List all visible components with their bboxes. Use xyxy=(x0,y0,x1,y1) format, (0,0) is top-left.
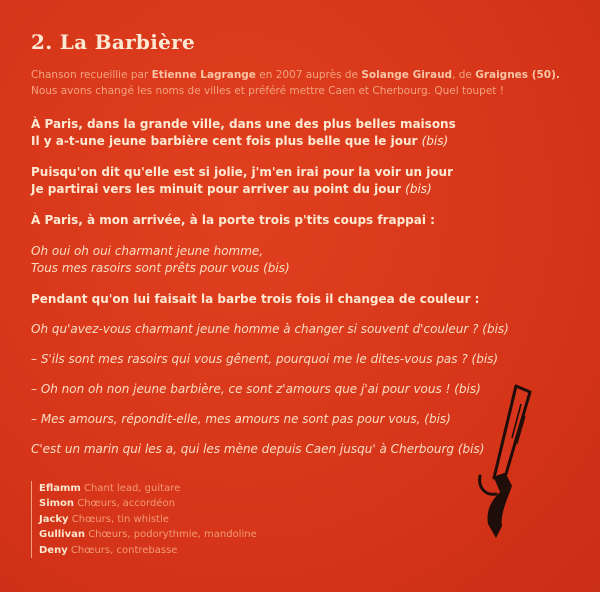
place-name: Graignes (50). xyxy=(475,69,560,81)
intro-text: , de xyxy=(452,69,476,81)
stanza-2 xyxy=(31,164,576,198)
musician-name: Gullivan xyxy=(39,529,85,541)
credit-item xyxy=(39,512,257,527)
lyric-text: Je partirai vers les minuit pour arriver au point du jour xyxy=(31,182,406,196)
musician-name: Jacky xyxy=(39,513,69,525)
lyric-line: – Mes amours, répondit-elle, mes amours ne sont pas pour vous, (bis) xyxy=(31,412,451,426)
credit-item xyxy=(39,527,257,542)
lyric-text: À Paris, dans la grande ville, dans une des plus belles maisons xyxy=(31,117,456,131)
musician-role: Chœurs, contrebasse xyxy=(70,544,178,556)
stanza-6 xyxy=(31,321,576,338)
lyric-line: – S'ils sont mes rasoirs qui vous gênent, pourquoi me le dites-vous pas ? (bis) xyxy=(31,352,499,366)
singer-name: Solange Giraud xyxy=(361,69,453,81)
intro-line-1 xyxy=(31,67,576,83)
collector-name: Etienne Lagrange xyxy=(151,69,256,81)
credit-item xyxy=(39,543,257,558)
song-title: 2. La Barbière xyxy=(31,30,195,54)
lyric-line: C'est un marin qui les a, qui les mène depuis Caen jusqu' à Cherbourg (bis) xyxy=(31,442,485,456)
stanza-5 xyxy=(31,291,576,308)
lyric-text: Puisqu'on dit qu'elle est si jolie, j'm'en irai pour la voir un jour xyxy=(31,165,454,179)
lyric-line: À Paris, à mon arrivée, à la porte trois p'tits coups frappai : xyxy=(31,213,435,227)
stanza-1 xyxy=(31,116,576,150)
lyric-line: Pendant qu'on lui faisait la barbe trois fois il changea de couleur : xyxy=(31,292,480,306)
credits-list xyxy=(31,481,257,558)
lyric-line: – Oh non oh non jeune barbière, ce sont z'amours que j'ai pour vous ! (bis) xyxy=(31,382,481,396)
lyric-line xyxy=(31,133,576,150)
lyric-line xyxy=(31,181,576,198)
song-intro xyxy=(31,67,576,99)
intro-line-2: Nous avons changé les noms de villes et préféré mettre Caen et Cherbourg. Quel toupet ! xyxy=(31,85,504,97)
intro-text: en 2007 auprès de xyxy=(255,69,362,81)
lyric-line: Oh qu'avez-vous charmant jeune homme à changer si souvent d'couleur ? (bis) xyxy=(31,322,509,336)
credit-item xyxy=(39,481,257,496)
lyric-line: Tous mes rasoirs sont prêts pour vous (bis) xyxy=(31,261,290,275)
musician-name: Deny xyxy=(39,544,68,556)
musician-name: Simon xyxy=(39,498,75,510)
musician-role: Chœurs, accordéon xyxy=(77,498,175,510)
stanza-4 xyxy=(31,243,576,277)
intro-text: Chanson recueillie par xyxy=(31,69,152,81)
bis-mark: (bis) xyxy=(405,182,432,196)
straight-razor-icon xyxy=(472,382,542,542)
musician-role: Chœurs, podorythmie, mandoline xyxy=(88,529,257,541)
stanza-7 xyxy=(31,351,576,368)
lyric-line xyxy=(31,164,576,181)
credit-item xyxy=(39,496,257,511)
bis-mark: (bis) xyxy=(421,134,449,148)
lyric-text: Il y a-t-une jeune barbière cent fois plus belle que le jour xyxy=(31,134,422,148)
lyric-line: Oh oui oh oui charmant jeune homme, xyxy=(31,244,264,258)
stanza-3 xyxy=(31,212,576,229)
musician-name: Eflamm xyxy=(39,483,81,494)
musician-role: Chœurs, tin whistle xyxy=(71,513,169,525)
musician-role: Chant lead, guitare xyxy=(84,483,181,494)
lyric-line xyxy=(31,116,576,133)
